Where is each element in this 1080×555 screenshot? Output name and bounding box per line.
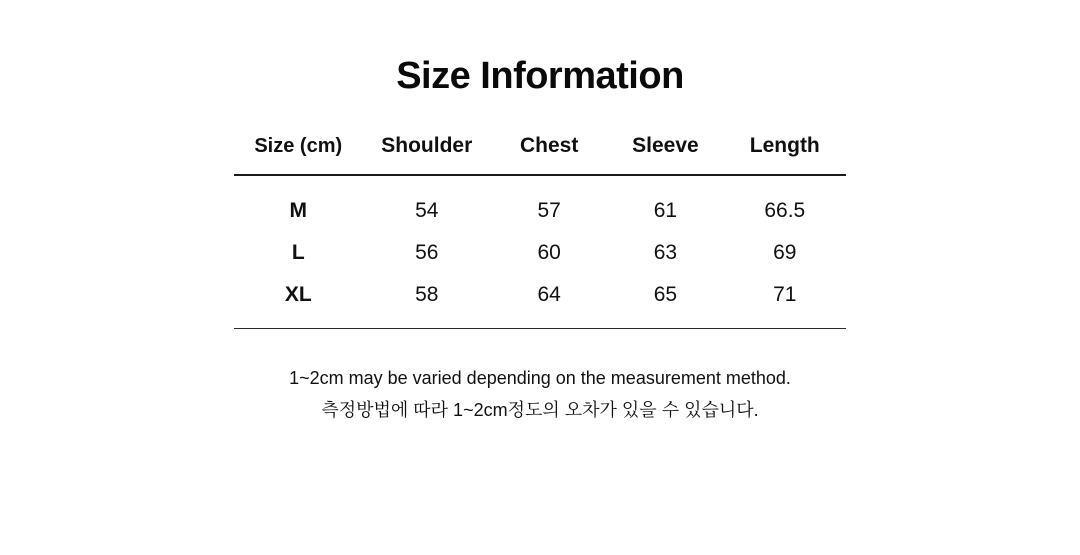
column-header-chest: Chest (491, 134, 607, 175)
cell-sleeve: 65 (653, 283, 678, 306)
size-table-container (234, 134, 846, 329)
cell-sleeve: 63 (653, 241, 678, 264)
column-header-sleeve: Sleeve (607, 134, 723, 175)
table-row (234, 274, 846, 328)
note-line-korean: 측정방법에 따라 1~2cm정도의 오차가 있을 수 있습니다. (321, 399, 759, 420)
size-table (234, 134, 846, 328)
cell-sleeve: 61 (653, 199, 678, 222)
column-header-length: Length (724, 134, 846, 175)
column-header-size: Size (cm) (234, 134, 363, 175)
cell-size: M (289, 199, 307, 222)
table-row (234, 175, 846, 232)
table-bottom-divider (234, 328, 846, 329)
cell-chest: 57 (537, 199, 561, 222)
table-row (234, 232, 846, 274)
note-line-english: 1~2cm may be varied depending on the measurement method. (289, 368, 791, 388)
cell-shoulder: 54 (415, 199, 439, 222)
cell-chest: 60 (537, 241, 561, 264)
table-header-row (234, 134, 846, 175)
cell-shoulder: 58 (415, 283, 439, 306)
measurement-notes (0, 363, 1080, 426)
cell-chest: 64 (537, 283, 561, 306)
cell-size: L (291, 241, 305, 264)
cell-size: XL (284, 283, 312, 306)
column-header-shoulder: Shoulder (363, 134, 492, 175)
cell-length: 69 (773, 241, 797, 264)
size-information-page (0, 55, 1080, 555)
size-table-body (234, 175, 846, 328)
cell-length: 66.5 (764, 199, 806, 222)
page-title: Size Information (396, 55, 684, 97)
cell-shoulder: 56 (415, 241, 439, 264)
size-table-header (234, 134, 846, 175)
cell-length: 71 (773, 283, 797, 306)
